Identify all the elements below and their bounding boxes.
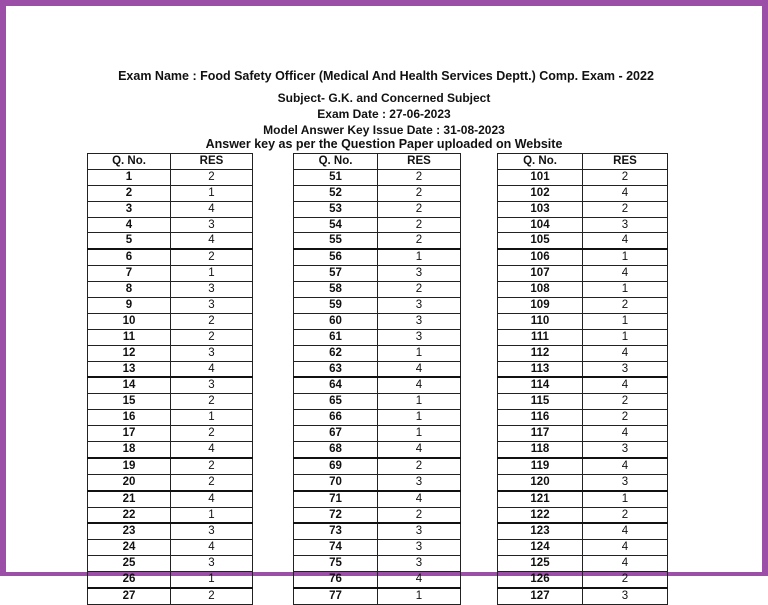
answer-response: 4 [583,556,668,572]
table-row [498,556,668,572]
answer-response: 3 [171,282,253,298]
answer-response: 4 [378,572,461,588]
table-row [294,458,461,474]
answer-response: 2 [378,217,461,233]
table-row [498,266,668,282]
table-row [88,442,253,458]
table-row [498,474,668,490]
answer-response: 2 [583,394,668,410]
question-number: 74 [294,540,378,556]
question-number: 54 [294,217,378,233]
question-number: 26 [88,572,171,588]
question-number: 9 [88,298,171,314]
table-row [498,361,668,377]
question-number: 27 [88,588,171,604]
question-number: 75 [294,556,378,572]
answer-response: 2 [583,410,668,426]
question-number: 127 [498,588,583,604]
question-number: 68 [294,442,378,458]
answer-response: 2 [378,169,461,185]
question-number: 109 [498,298,583,314]
table-row [294,377,461,393]
table-row [294,410,461,426]
table-row [498,345,668,361]
table-row [294,329,461,345]
question-number: 64 [294,377,378,393]
column-header-question: Q. No. [294,154,378,170]
table-row [88,572,253,588]
table-row [294,282,461,298]
table-row [88,507,253,523]
question-number: 12 [88,345,171,361]
question-number: 17 [88,426,171,442]
answer-response: 4 [583,458,668,474]
question-number: 13 [88,361,171,377]
answer-response: 2 [171,169,253,185]
answer-response: 3 [378,556,461,572]
question-number: 62 [294,345,378,361]
table-row [294,266,461,282]
table-row [498,282,668,298]
table-row [88,540,253,556]
answer-response: 2 [171,313,253,329]
answer-response: 2 [171,329,253,345]
question-number: 5 [88,233,171,249]
table-row [88,185,253,201]
answer-response: 2 [378,185,461,201]
question-number: 70 [294,474,378,490]
table-row [88,266,253,282]
table-row [498,491,668,507]
answer-response: 1 [583,329,668,345]
question-number: 11 [88,329,171,345]
question-number: 24 [88,540,171,556]
table-row [88,377,253,393]
table-row [498,458,668,474]
answer-response: 4 [171,361,253,377]
answer-response: 3 [171,523,253,539]
column-header-question: Q. No. [498,154,583,170]
table-header-row [294,154,461,170]
table-row [88,361,253,377]
question-number: 25 [88,556,171,572]
answer-response: 4 [171,540,253,556]
question-number: 107 [498,266,583,282]
answer-table-2 [293,153,461,605]
table-row [88,329,253,345]
exam-name: Exam Name : Food Safety Officer (Medical And Health Services Deptt.) Comp. Exam - 2022 [118,69,654,83]
question-number: 105 [498,233,583,249]
question-number: 53 [294,201,378,217]
answer-response: 1 [171,507,253,523]
question-number: 56 [294,249,378,265]
table-row [88,233,253,249]
table-row [88,201,253,217]
question-number: 111 [498,329,583,345]
answer-response: 1 [378,345,461,361]
table-header-row [88,154,253,170]
question-number: 108 [498,282,583,298]
answer-response: 2 [378,282,461,298]
answer-response: 2 [583,507,668,523]
question-number: 72 [294,507,378,523]
question-number: 4 [88,217,171,233]
table-row [294,426,461,442]
answer-response: 2 [171,394,253,410]
question-number: 112 [498,345,583,361]
question-number: 61 [294,329,378,345]
question-number: 8 [88,282,171,298]
answer-response: 3 [378,523,461,539]
table-row [88,458,253,474]
question-number: 14 [88,377,171,393]
answer-response: 4 [171,201,253,217]
answer-response: 3 [583,217,668,233]
question-number: 69 [294,458,378,474]
answer-table-3 [497,153,668,605]
exam-date: Exam Date : 27-06-2023 [317,107,451,121]
question-number: 19 [88,458,171,474]
answer-response: 3 [378,266,461,282]
answer-response: 4 [583,266,668,282]
table-row [498,588,668,604]
question-number: 121 [498,491,583,507]
subject-line: Subject- G.K. and Concerned Subject [277,91,491,105]
table-row [294,217,461,233]
answer-response: 4 [171,491,253,507]
answer-response: 2 [583,298,668,314]
answer-key-note: Answer key as per the Question Paper uploaded on Website [205,137,563,151]
question-number: 115 [498,394,583,410]
question-number: 52 [294,185,378,201]
answer-response: 1 [583,249,668,265]
answer-response: 3 [583,361,668,377]
table-row [498,298,668,314]
table-row [88,588,253,604]
answer-response: 1 [583,282,668,298]
question-number: 104 [498,217,583,233]
answer-response: 3 [583,474,668,490]
answer-table-1 [87,153,253,605]
table-row [294,298,461,314]
table-header-row [498,154,668,170]
question-number: 63 [294,361,378,377]
question-number: 67 [294,426,378,442]
question-number: 57 [294,266,378,282]
table-row [294,442,461,458]
question-number: 110 [498,313,583,329]
table-row [88,282,253,298]
answer-response: 1 [378,588,461,604]
question-number: 103 [498,201,583,217]
question-number: 58 [294,282,378,298]
column-header-response: RES [171,154,253,170]
answer-response: 1 [171,266,253,282]
answer-response: 4 [378,491,461,507]
question-number: 20 [88,474,171,490]
question-number: 77 [294,588,378,604]
answer-response: 3 [583,442,668,458]
answer-response: 4 [583,426,668,442]
table-row [498,523,668,539]
question-number: 71 [294,491,378,507]
answer-response: 2 [583,169,668,185]
column-header-response: RES [378,154,461,170]
table-row [88,313,253,329]
answer-response: 4 [583,185,668,201]
answer-response: 1 [171,185,253,201]
question-number: 51 [294,169,378,185]
answer-response: 2 [378,507,461,523]
question-number: 18 [88,442,171,458]
table-row [88,345,253,361]
table-row [498,201,668,217]
question-number: 3 [88,201,171,217]
answer-response: 2 [378,233,461,249]
table-row [88,523,253,539]
question-number: 59 [294,298,378,314]
answer-response: 4 [583,345,668,361]
question-number: 124 [498,540,583,556]
question-number: 22 [88,507,171,523]
question-number: 116 [498,410,583,426]
table-row [88,491,253,507]
table-row [88,217,253,233]
answer-response: 1 [583,491,668,507]
answer-response: 3 [171,298,253,314]
table-row [498,313,668,329]
answer-response: 3 [171,217,253,233]
table-row [498,442,668,458]
question-number: 10 [88,313,171,329]
answer-response: 3 [378,540,461,556]
question-number: 23 [88,523,171,539]
answer-response: 4 [378,361,461,377]
answer-response: 3 [378,298,461,314]
table-row [498,233,668,249]
table-row [498,426,668,442]
table-row [294,394,461,410]
column-header-question: Q. No. [88,154,171,170]
table-row [498,185,668,201]
answer-response: 4 [171,442,253,458]
question-number: 118 [498,442,583,458]
question-number: 60 [294,313,378,329]
table-row [88,298,253,314]
question-number: 117 [498,426,583,442]
table-row [294,588,461,604]
table-row [498,377,668,393]
answer-response: 2 [171,474,253,490]
table-row [294,540,461,556]
answer-response: 2 [583,572,668,588]
question-number: 15 [88,394,171,410]
question-number: 125 [498,556,583,572]
table-row [88,556,253,572]
answer-response: 3 [378,474,461,490]
answer-response: 4 [583,540,668,556]
answer-response: 4 [583,523,668,539]
answer-response: 1 [378,426,461,442]
question-number: 65 [294,394,378,410]
answer-response: 2 [583,201,668,217]
table-row [294,572,461,588]
answer-response: 3 [171,345,253,361]
question-number: 55 [294,233,378,249]
question-number: 113 [498,361,583,377]
question-number: 73 [294,523,378,539]
answer-response: 3 [583,588,668,604]
answer-response: 4 [378,377,461,393]
answer-response: 2 [171,249,253,265]
question-number: 114 [498,377,583,393]
column-header-response: RES [583,154,668,170]
table-row [294,523,461,539]
answer-response: 3 [378,313,461,329]
answer-response: 1 [171,572,253,588]
answer-response: 3 [171,377,253,393]
table-row [294,201,461,217]
table-row [294,491,461,507]
answer-response: 2 [171,426,253,442]
table-row [88,426,253,442]
table-row [294,474,461,490]
table-row [498,217,668,233]
answer-response: 3 [171,556,253,572]
question-number: 66 [294,410,378,426]
question-number: 120 [498,474,583,490]
answer-response: 4 [583,377,668,393]
answer-response: 2 [378,458,461,474]
table-row [294,507,461,523]
answer-response: 1 [171,410,253,426]
table-row [498,329,668,345]
table-row [294,249,461,265]
answer-response: 2 [171,588,253,604]
answer-response: 2 [378,201,461,217]
question-number: 106 [498,249,583,265]
question-number: 2 [88,185,171,201]
answer-response: 4 [378,442,461,458]
table-row [294,169,461,185]
table-row [294,345,461,361]
table-row [498,572,668,588]
question-number: 126 [498,572,583,588]
question-number: 119 [498,458,583,474]
table-row [294,556,461,572]
table-row [88,249,253,265]
issue-date: Model Answer Key Issue Date : 31-08-2023 [263,123,505,137]
table-row [88,410,253,426]
question-number: 7 [88,266,171,282]
answer-response: 1 [378,410,461,426]
table-row [294,185,461,201]
table-row [294,233,461,249]
table-row [88,169,253,185]
question-number: 76 [294,572,378,588]
table-row [88,394,253,410]
table-row [88,474,253,490]
table-row [294,313,461,329]
answer-response: 4 [583,233,668,249]
question-number: 101 [498,169,583,185]
table-row [498,540,668,556]
answer-response: 1 [583,313,668,329]
table-row [498,169,668,185]
question-number: 6 [88,249,171,265]
table-row [498,249,668,265]
document-header [6,68,762,151]
question-number: 102 [498,185,583,201]
answer-response: 3 [378,329,461,345]
question-number: 21 [88,491,171,507]
question-number: 123 [498,523,583,539]
table-row [498,394,668,410]
table-row [498,507,668,523]
question-number: 1 [88,169,171,185]
question-number: 122 [498,507,583,523]
answer-response: 1 [378,249,461,265]
question-number: 16 [88,410,171,426]
answer-response: 4 [171,233,253,249]
table-row [498,410,668,426]
answer-response: 1 [378,394,461,410]
answer-response: 2 [171,458,253,474]
table-row [294,361,461,377]
